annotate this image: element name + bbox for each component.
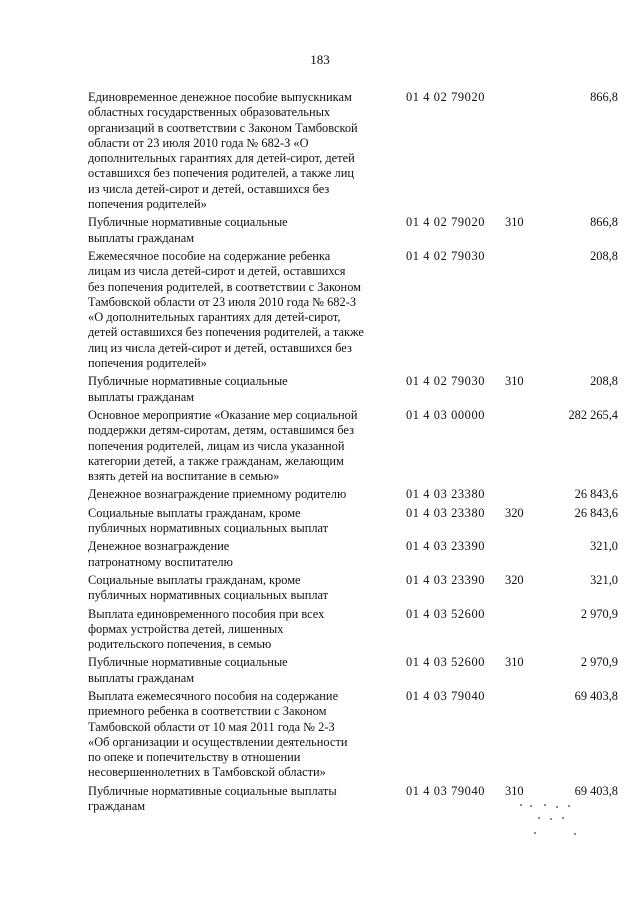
row-description: Социальные выплаты гражданам, кроме публичных нормативных социальных выплат <box>88 505 329 536</box>
row-code: 01 4 03 79040 <box>406 688 486 703</box>
row-description: Публичные нормативные социальные выплаты гражданам <box>88 374 288 404</box>
table-row <box>88 689 618 781</box>
row-code: 01 4 03 52600 <box>406 655 486 670</box>
table-row <box>88 90 618 212</box>
row-code: 01 4 03 79040 <box>406 783 486 798</box>
row-description: Денежное вознаграждение приемному родителю <box>88 487 347 502</box>
row-amount: 866,8 <box>590 215 618 230</box>
row-expense-type: 310 <box>505 215 524 230</box>
row-code: 01 4 03 52600 <box>406 606 486 621</box>
row-code: 01 4 03 23380 <box>406 505 486 520</box>
row-amount: 26 843,6 <box>574 487 618 502</box>
row-description: Публичные нормативные социальные выплаты гражданам <box>88 215 288 245</box>
row-code: 01 4 03 23390 <box>406 572 486 587</box>
row-expense-type: 310 <box>505 655 524 670</box>
row-expense-type: 320 <box>505 572 524 587</box>
row-amount: 26 843,6 <box>574 505 618 520</box>
row-code: 01 4 02 79020 <box>406 215 486 230</box>
row-amount: 2 970,9 <box>580 655 618 670</box>
table-row <box>88 487 618 502</box>
row-amount: 2 970,9 <box>580 606 618 621</box>
row-amount: 69 403,8 <box>574 783 618 798</box>
table-row <box>88 408 618 484</box>
row-description: Выплата ежемесячного пособия на содержание приемного ребенка в соответствии с Законом Тамбовской области от 10 мая 2011 года № 2-З «Об организации и осуществлении деятельности по опеке и попечительству в отношении несовершеннолетних в Тамбовской области» <box>88 688 348 780</box>
row-code: 01 4 03 00000 <box>406 407 486 422</box>
row-description: Публичные нормативные социальные выплаты гражданам <box>88 655 288 685</box>
row-amount: 321,0 <box>590 572 618 587</box>
row-description: Единовременное денежное пособие выпускникам областных государственных образовательных организаций в соответствии с Законом Тамбовской области от 23 июля 2010 года № 682-З «О дополнительных гарантиях для детей-сирот, детей оставшихся без попечения родителей, а также лиц из числа детей-сирот и детей, оставшихся без попечения родителей» <box>88 90 358 212</box>
row-description: Денежное вознаграждение патронатному воспитателю <box>88 539 233 569</box>
row-description: Выплата единовременного пособия при всех формах устройства детей, лишенных родительского попечения, в семью <box>88 606 325 652</box>
scan-noise-specks <box>508 800 588 840</box>
row-expense-type: 310 <box>505 783 524 798</box>
table-row <box>88 573 618 604</box>
row-amount: 866,8 <box>590 90 618 104</box>
page-number: 183 <box>310 52 330 67</box>
row-amount: 282 265,4 <box>568 407 618 422</box>
row-description: Публичные нормативные социальные выплаты гражданам <box>88 783 337 814</box>
row-code: 01 4 03 23390 <box>406 539 486 554</box>
row-amount: 321,0 <box>590 539 618 554</box>
table-row <box>88 374 618 405</box>
row-expense-type: 320 <box>505 505 524 520</box>
budget-table <box>88 90 618 817</box>
table-row <box>88 215 618 246</box>
row-description: Ежемесячное пособие на содержание ребенка лицам из числа детей-сирот и детей, оставшихся без попечения родителей, в соответствии с Законом Тамбовской области от 23 июля 2010 года № 682-З «О дополнительных гарантиях для детей-сирот, детей оставшихся без попечения родителей, а также лиц из числа детей-сирот и детей, оставшихся без попечения родителей» <box>88 248 364 371</box>
row-amount: 208,8 <box>590 248 618 263</box>
row-amount: 69 403,8 <box>574 688 618 703</box>
table-row <box>88 506 618 537</box>
row-code: 01 4 03 23380 <box>406 487 486 502</box>
table-row <box>88 249 618 371</box>
row-code: 01 4 02 79020 <box>406 90 486 104</box>
row-description: Основное мероприятие «Оказание мер социальной поддержки детям-сиротам, детям, оставшимся без попечения родителей, лицам из числа указанной категории детей, а также гражданам, желающим взять детей на воспитание в семью» <box>88 407 358 484</box>
table-row <box>88 539 618 570</box>
table-row <box>88 655 618 686</box>
row-code: 01 4 02 79030 <box>406 374 486 389</box>
row-amount: 208,8 <box>590 374 618 389</box>
table-row <box>88 607 618 653</box>
row-code: 01 4 02 79030 <box>406 248 486 263</box>
row-description: Социальные выплаты гражданам, кроме публичных нормативных социальных выплат <box>88 572 329 603</box>
row-expense-type: 310 <box>505 374 524 389</box>
